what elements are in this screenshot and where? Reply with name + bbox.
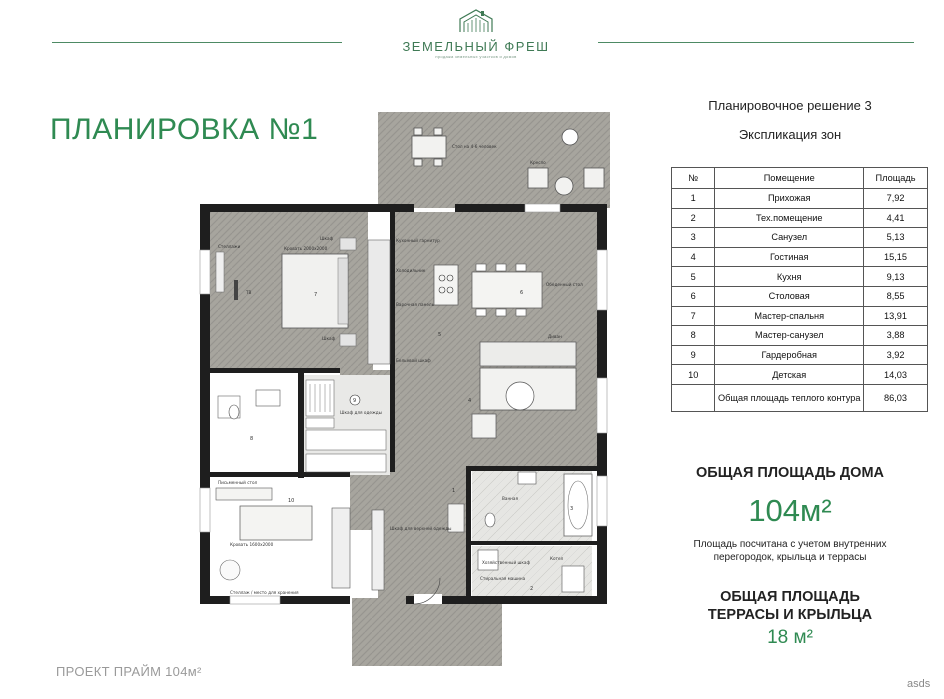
table-row — [672, 208, 928, 228]
cell-area: 15,15 — [864, 247, 928, 267]
solution-title: Планировочное решение 3 — [708, 98, 872, 113]
porch-floor — [352, 598, 502, 666]
label-dining-terrace: Стол на 4-6 человек — [452, 144, 497, 149]
label-dining-table: Обеденный стол — [546, 282, 583, 287]
bedroom-shelf — [216, 252, 224, 292]
floor-plan-drawing — [190, 100, 620, 670]
terrace-title — [640, 588, 940, 624]
header-room: Помещение — [715, 168, 864, 189]
total-note-line2: перегородок, крыльца и террасы — [713, 552, 867, 563]
header-line-left — [52, 42, 342, 43]
cell-room: Прихожая — [715, 189, 864, 209]
label-closet-top: Шкаф — [320, 236, 334, 241]
plan-title: ПЛАНИРОВКА №1 — [50, 113, 319, 146]
table-row — [672, 247, 928, 267]
label-dresser: Бельевой шкаф — [396, 358, 431, 363]
terrace-title-line1: ОБЩАЯ ПЛОЩАДЬ — [720, 589, 860, 605]
cell-number: 6 — [672, 286, 715, 306]
room-number-9: 9 — [353, 398, 357, 404]
cell-room: Гостиная — [715, 247, 864, 267]
kids-closet — [332, 508, 350, 588]
project-label: ПРОЕКТ ПРАЙМ 104м² — [56, 664, 202, 679]
terrace-area: 18 м² — [767, 627, 813, 648]
room-number-4: 4 — [468, 398, 472, 404]
cell-area: 13,91 — [864, 306, 928, 326]
room-number-10: 10 — [288, 498, 295, 504]
room-number-7: 7 — [314, 292, 318, 298]
bath-sink — [518, 472, 536, 484]
cell-number: 3 — [672, 228, 715, 248]
watermark: asds — [907, 678, 931, 690]
label-hall-closet: Шкаф для верхней одежды — [390, 526, 452, 531]
label-wardrobe-room: Шкаф для одежды — [340, 410, 382, 415]
terrace-lamp — [562, 129, 578, 145]
label-bath: Ванная — [502, 496, 518, 501]
kids-desk — [216, 488, 272, 500]
label-bed: Кровать 2000х2000 — [284, 246, 328, 251]
cell-number: 2 — [672, 208, 715, 228]
logo-name: ЗЕМЕЛЬНЫЙ ФРЕШ — [402, 39, 550, 54]
cell-number: 9 — [672, 345, 715, 365]
cell-area: 4,41 — [864, 208, 928, 228]
front-door — [414, 594, 442, 604]
room-number-1: 1 — [452, 488, 456, 494]
total-label: Общая площадь теплого контура — [715, 384, 864, 411]
table-row — [672, 345, 928, 365]
header-number: № — [672, 168, 715, 189]
cell-room: Гардеробная — [715, 345, 864, 365]
label-kids-closet: Стеллаж / место для хранения — [230, 590, 299, 595]
total-house-area: 104м² — [748, 493, 832, 528]
explication-table — [671, 167, 928, 412]
label-armchair: Кресло — [530, 160, 546, 165]
label-sofa: Диван — [548, 334, 562, 339]
table-row — [672, 326, 928, 346]
label-kids-desk: Письменный стол — [218, 480, 258, 485]
label-tv: ТВ — [246, 290, 252, 295]
room-number-8: 8 — [250, 436, 254, 442]
cell-room: Мастер-спальня — [715, 306, 864, 326]
cell-area: 8,55 — [864, 286, 928, 306]
table-total-row — [672, 384, 928, 411]
floor-plan — [190, 100, 620, 675]
kids-bed — [240, 506, 312, 540]
master-bath-floor — [210, 375, 298, 470]
total-note — [640, 538, 940, 564]
coffee-table — [506, 382, 534, 410]
living-armchair — [472, 414, 496, 438]
cell-number: 5 — [672, 267, 715, 287]
header-line-right — [598, 42, 914, 43]
label-shelves: Стеллажи — [218, 244, 241, 249]
room-number-3: 3 — [570, 506, 574, 512]
cell-number: 4 — [672, 247, 715, 267]
cell-number: 10 — [672, 365, 715, 385]
table-row — [672, 365, 928, 385]
house-logo-icon — [456, 8, 496, 34]
terrace-title-line2: ТЕРРАСЫ И КРЫЛЬЦА — [707, 607, 873, 623]
terrace-coffee-table — [555, 177, 573, 195]
cell-room: Тех.помещение — [715, 208, 864, 228]
label-kids-bed: Кровать 1600х2000 — [230, 542, 274, 547]
total-house-title: ОБЩАЯ ПЛОЩАДЬ ДОМА — [696, 465, 884, 481]
cell-number: 7 — [672, 306, 715, 326]
label-closet-bottom: Шкаф — [322, 336, 336, 341]
explication-title: Экспликация зон — [738, 127, 842, 142]
cell-area: 5,13 — [864, 228, 928, 248]
label-fridge: Холодильник — [396, 268, 426, 273]
dining-table — [472, 272, 542, 308]
cell-room: Санузел — [715, 228, 864, 248]
bedside-table-top — [340, 238, 356, 250]
cell-area: 3,92 — [864, 345, 928, 365]
cell-room: Мастер-санузел — [715, 326, 864, 346]
terrace-armchair — [528, 168, 548, 188]
cell-room: Кухня — [715, 267, 864, 287]
cell-room: Детская — [715, 365, 864, 385]
cell-number-empty — [672, 384, 715, 411]
total-note-line1: Площадь посчитана с учетом внутренних — [693, 539, 887, 550]
master-toilet — [229, 405, 239, 419]
room-number-6: 6 — [520, 290, 524, 296]
room-number-5: 5 — [438, 332, 442, 338]
table-header-row — [672, 168, 928, 189]
cell-area: 3,88 — [864, 326, 928, 346]
label-cooktop: Варочная панель — [396, 302, 435, 307]
label-kitchen-upper: Кухонный гарнитур — [396, 238, 440, 243]
label-storage: Хозяйственный шкаф — [482, 560, 531, 565]
cell-area: 14,03 — [864, 365, 928, 385]
room-number-2: 2 — [530, 586, 534, 592]
logo — [396, 8, 556, 59]
table-row — [672, 189, 928, 209]
bath-toilet — [485, 513, 495, 527]
label-washer: Стиральная машина — [480, 576, 526, 581]
kitchen-island — [434, 265, 458, 305]
bedroom-tv — [234, 280, 238, 300]
logo-tagline: продажа земельных участков и домов — [435, 54, 517, 59]
cell-area: 7,92 — [864, 189, 928, 209]
label-boiler: Котел — [550, 556, 564, 561]
terrace-table — [412, 136, 446, 158]
terrace-floor — [378, 112, 610, 208]
cell-area: 9,13 — [864, 267, 928, 287]
header-area: Площадь — [864, 168, 928, 189]
cell-number: 8 — [672, 326, 715, 346]
table-row — [672, 306, 928, 326]
cell-number: 1 — [672, 189, 715, 209]
table-row — [672, 228, 928, 248]
table-row — [672, 286, 928, 306]
total-value: 86,03 — [864, 384, 928, 411]
hall-closet — [372, 510, 384, 590]
table-row — [672, 267, 928, 287]
cell-room: Столовая — [715, 286, 864, 306]
boiler — [562, 566, 584, 592]
kitchen-counter — [368, 240, 390, 364]
bedside-table-bottom — [340, 334, 356, 346]
